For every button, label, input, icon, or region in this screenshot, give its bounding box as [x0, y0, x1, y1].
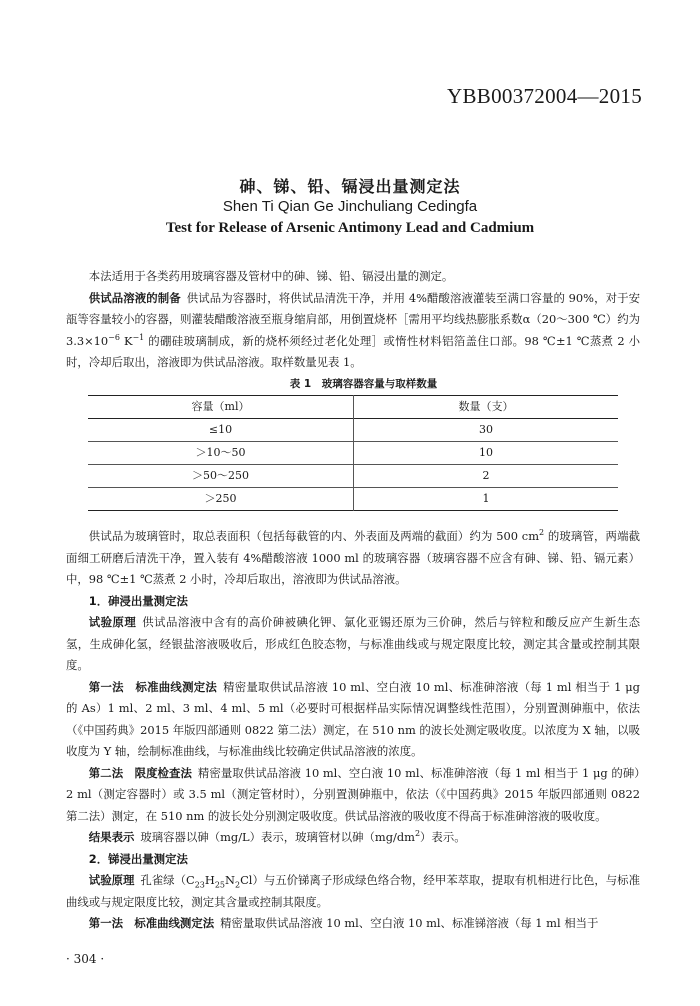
body-part-1 — [66, 266, 640, 511]
sec2-method-1: 第一法 标准曲线测定法 精密量取供试品溶液 10 ml、空白液 10 ml、标准锑溶液（每 1 ml 相当于 — [88, 916, 599, 930]
prep-lead: 供试品溶液的制备 — [88, 290, 181, 305]
standard-number: YBB00372004—2015 — [447, 84, 642, 108]
section-1-heading: 1．砷浸出量测定法 — [88, 593, 188, 608]
table-row: ＞10～50 10 — [88, 442, 618, 465]
body-part-2 — [66, 526, 640, 935]
title-chinese: 砷、锑、铅、镉浸出量测定法 — [239, 177, 461, 196]
table-row: ＞50～250 2 — [88, 465, 618, 488]
header-quantity: 数量（支） — [458, 400, 514, 414]
title-pinyin: Shen Ti Qian Ge Jinchuliang Cedingfa — [222, 198, 478, 215]
table-row: ＞250 1 — [88, 488, 618, 511]
sec1-method-2: 第二法 限度检查法 精密量取供试品溶液 10 ml、空白液 10 ml、标准砷溶液（每 1 ml 相当于 1 μg 的砷）2 ml（测定容器时）或 3.5 ml（测定管材时），分别置测砷瓶中，依法（《中国药典》2015 年版四部通则 0822 第二法）测定，在 510 nm 的波长处分别测定吸收度。供试品溶液的吸收度不得高于标准砷溶液的吸收度。 — [66, 765, 640, 823]
sample-quantity-table — [88, 395, 618, 511]
intro-paragraph: 本法适用于各类药用玻璃容器及管材中的砷、锑、铅、镉浸出量的测定。 — [88, 269, 454, 283]
sec1-result: 结果表示 玻璃容器以砷（mg/L）表示，玻璃管材以砷$(mg/dm^2)$表示。 — [88, 829, 466, 844]
prep-paragraph: 供试品溶液的制备 供试品为容器时，将供试品清洗干净，并用 4%醋酸溶液灌装至满口容量的 90%，对于安瓿等容量较小的容器，则灌装醋酸溶液至瓶身缩肩部，用倒置烧杯［需用平均线热膨胀系数α（20～300 ℃）约为 $3.3\times 10^{-6}$ $K^{-1}$ 的硼硅玻璃制成，新的烧杯须经过老化处理］或惰性材料铝箔盖住口部。98 ℃±1 ℃蒸煮 2 小时，冷却后取出，溶液即为供试品溶液。取样数量见表 1。 — [66, 290, 640, 369]
table-header-row — [88, 396, 618, 419]
header-capacity: 容量（ml） — [88, 396, 354, 419]
table-caption: 表 1 玻璃容器容量与取样数量 — [289, 377, 438, 390]
sec2-principle: 试验原理 孔雀绿$(C_{23}H_{25}N_2Cl)$与五价锑离子形成绿色络合物，经甲苯萃取，提取有机相进行比色，与标准曲线或与规定限度比较，测定其含量或控制其限度。 — [66, 873, 640, 909]
sec1-principle: 试验原理 供试品溶液中含有的高价砷被碘化钾、氯化亚锡还原为三价砷，然后与锌粒和酸反应产生新生态氢，生成砷化氢，经银盐溶液吸收后，形成红色胶态物，与标准曲线或与规定限度比较，测定其含量或控制其限度。 — [66, 615, 640, 672]
tube-paragraph: 供试品为玻璃管时，取总表面积（包括每截管的内、外表面及两端的截面）约为 500 $cm^2$ 的玻璃管，两端截面细工研磨后清洗干净，置入装有 4%醋酸溶液 1000 ml 的玻璃容器（玻璃容器不应含有砷、锑、铅、镉元素）中，98 ℃±1 ℃蒸煮 2 小时，冷却后取出，溶液即为供试品溶液。 — [66, 528, 640, 586]
table-row: ≤10 30 — [88, 419, 618, 442]
sec1-method-1: 第一法 标准曲线测定法 精密量取供试品溶液 10 ml、空白液 10 ml、标准砷溶液（每 1 ml 相当于 1 μg 的 As）1 ml、2 ml、3 ml、4 ml、5 ml（必要时可根据样品实际情况调整线性范围），分别置测砷瓶中，依法（《中国药典》2015 年版四部通则 0822 第二法）测定，在 510 nm 的波长处测定吸收度。以浓度为 X 轴，以吸收度为 Y 轴，绘制标准曲线，与标准曲线比较确定供试品溶液的浓度。 — [66, 679, 640, 758]
section-2-heading: 2．锑浸出量测定法 — [88, 851, 188, 866]
page-number: · 304 · — [66, 952, 105, 966]
title-english: Test for Release of Arsenic Antimony Lead and Cadmium — [165, 220, 535, 236]
